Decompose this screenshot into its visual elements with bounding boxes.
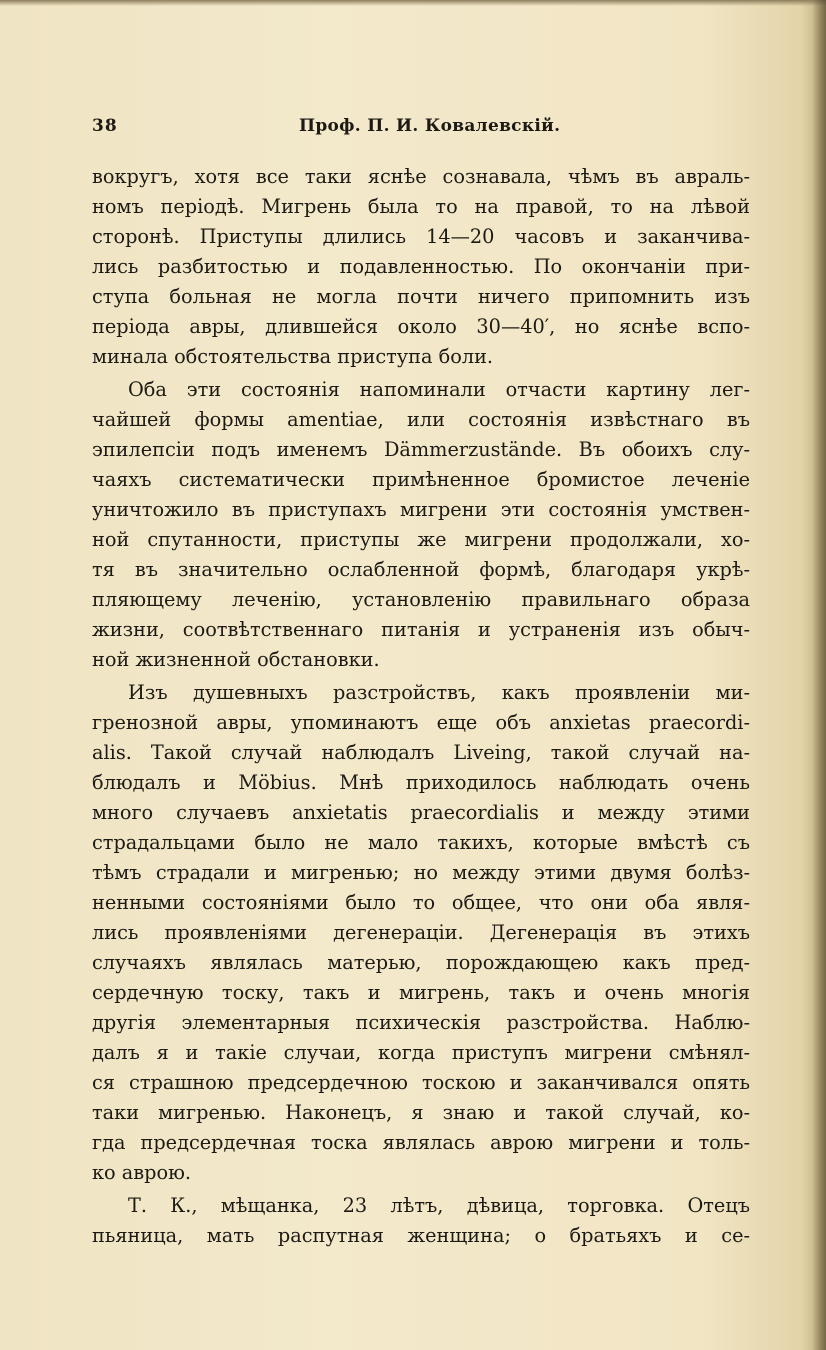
text-line: пляющему леченію, установленію правильнаго образа [92, 588, 750, 611]
text-line: сердечную тоску, такъ и мигрень, такъ и очень многія [92, 981, 750, 1004]
text-line: жизни, соотвѣтственнаго питанія и устраненія изъ обыч- [92, 618, 750, 641]
text-line: чайшей формы amentiae, или состоянія извѣстнаго въ [92, 408, 750, 431]
text-line: гренозной авры, упоминаютъ еще объ anxietas praecordi- [92, 711, 750, 734]
text-line: гда предсердечная тоска являлась аврою мигрени и толь- [92, 1131, 750, 1154]
text-line: alis. Такой случай наблюдалъ Liveing, такой случай на- [92, 741, 750, 764]
text-line: ненными состояніями было то общее, что они оба явля- [92, 891, 750, 914]
text-line: тѣмъ страдали и мигренью; но между этими двумя болѣз- [92, 861, 750, 884]
text-line: другія элементарныя психическія разстройства. Наблю- [92, 1011, 750, 1034]
body-text [92, 162, 750, 1251]
text-line: сторонѣ. Приступы длились 14—20 часовъ и заканчива- [92, 225, 750, 248]
text-line: номъ періодѣ. Мигрень была то на правой, то на лѣвой [92, 195, 750, 218]
page-top-edge [0, 0, 826, 6]
text-line: ной жизненной обстановки. [92, 648, 380, 671]
page-header [92, 116, 748, 142]
page-binding-shadow [812, 0, 826, 1350]
text-line: Изъ душевныхъ разстройствъ, какъ проявленіи ми- [128, 681, 750, 704]
text-line: эпилепсіи подъ именемъ Dämmerzustände. Въ обоихъ слу- [92, 438, 750, 461]
text-line: вокругъ, хотя все таки яснѣе сознавала, чѣмъ въ авраль- [92, 165, 750, 188]
text-line: лись разбитостью и подавленностью. По окончаніи при- [92, 255, 750, 278]
text-line: чаяхъ систематически примѣненное бромистое леченіе [92, 468, 750, 491]
text-line: ступа больная не могла почти ничего припомнить изъ [92, 285, 750, 308]
text-line: ся страшною предсердечною тоскою и заканчивался опять [92, 1071, 750, 1094]
text-line: ной спутанности, приступы же мигрени продолжали, хо- [92, 528, 750, 551]
text-line: блюдалъ и Möbius. Мнѣ приходилось наблюдать очень [92, 771, 750, 794]
text-line: страдальцами было не мало такихъ, которые вмѣстѣ съ [92, 831, 750, 854]
running-title: Проф. П. И. Ковалевскій. [299, 116, 561, 136]
text-line: періода авры, длившейся около 30—40′, но яснѣе вспо- [92, 315, 750, 338]
text-line: Оба эти состоянія напоминали отчасти картину лег- [128, 378, 750, 401]
text-line: минала обстоятельства приступа боли. [92, 345, 494, 368]
text-line: уничтожило въ приступахъ мигрени эти состоянія умствен- [92, 498, 750, 521]
text-line: таки мигренью. Наконецъ, я знаю и такой случай, ко- [92, 1101, 750, 1124]
page-number: 38 [92, 116, 118, 136]
text-line: лись проявленіями дегенераціи. Дегенерація въ этихъ [92, 921, 750, 944]
text-line: далъ я и такіе случаи, когда приступъ мигрени смѣнял- [92, 1041, 750, 1064]
text-line: много случаевъ anxietatis praecordialis и между этими [92, 801, 750, 824]
text-line: ко аврою. [92, 1161, 192, 1184]
text-line: тя въ значительно ослабленной формѣ, благодаря укрѣ- [92, 558, 750, 581]
text-line: случаяхъ являлась матерью, порождающею какъ пред- [92, 951, 750, 974]
text-line: Т. К., мѣщанка, 23 лѣтъ, дѣвица, торговка. Отецъ [128, 1194, 750, 1217]
text-line: пьяница, мать распутная женщина; о братьяхъ и се- [92, 1224, 750, 1247]
